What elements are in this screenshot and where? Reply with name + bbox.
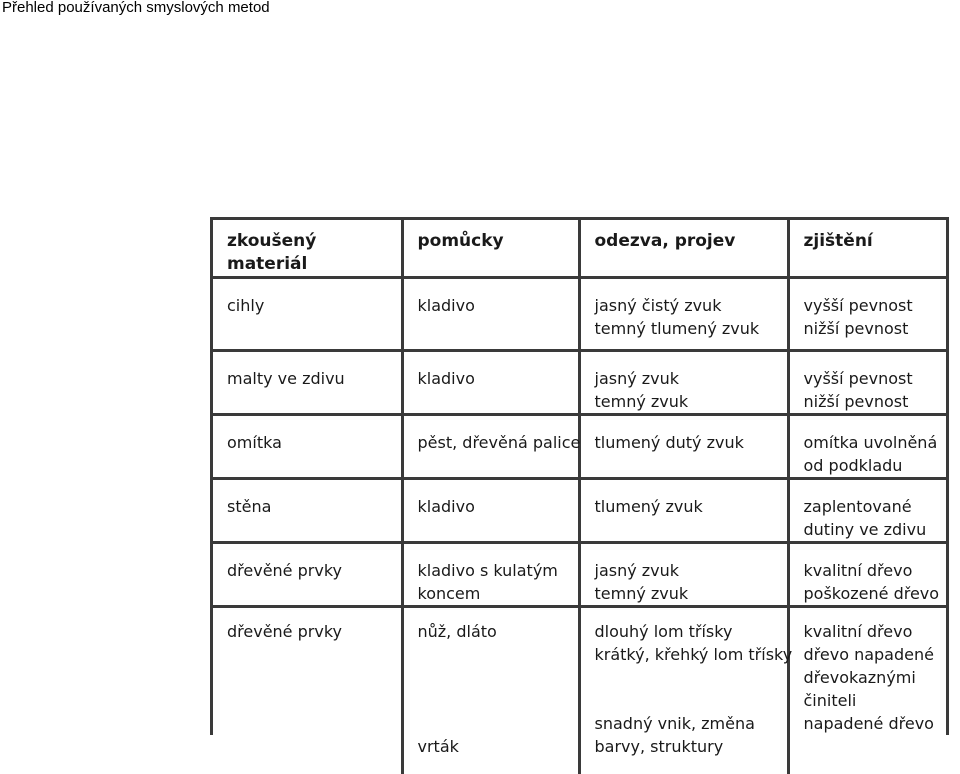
cell-response: jasný čistý zvuk temný tlumený zvuk: [579, 278, 788, 351]
methods-table: [210, 217, 949, 735]
cell-material: malty ve zdivu: [213, 351, 402, 415]
cell-tools: kladivo: [402, 479, 579, 543]
cell-finding: kvalitní dřevo poškozené dřevo: [788, 543, 946, 607]
table-row: [213, 479, 946, 543]
table-header-row: [213, 220, 946, 278]
cell-material: dřevěné prvky: [213, 607, 402, 774]
slide-title: Přehled používaných smyslových metod: [2, 0, 270, 16]
header-finding: zjištění: [788, 220, 946, 278]
cell-tools: pěst, dřevěná palice: [402, 415, 579, 479]
cell-material: omítka: [213, 415, 402, 479]
header-tools: pomůcky: [402, 220, 579, 278]
cell-response: tlumený zvuk: [579, 479, 788, 543]
cell-material: stěna: [213, 479, 402, 543]
header-response: odezva, projev: [579, 220, 788, 278]
table-row: [213, 415, 946, 479]
table-row: [213, 278, 946, 351]
cell-finding: zaplentované dutiny ve zdivu: [788, 479, 946, 543]
table-row: [213, 607, 946, 774]
table-row: [213, 543, 946, 607]
cell-response: tlumený dutý zvuk: [579, 415, 788, 479]
cell-tools: nůž, dláto vrták: [402, 607, 579, 774]
cell-response: jasný zvuk temný zvuk: [579, 351, 788, 415]
cell-tools: kladivo: [402, 278, 579, 351]
cell-finding: vyšší pevnost nižší pevnost: [788, 278, 946, 351]
header-material: zkoušený materiál: [213, 220, 402, 278]
table-row: [213, 351, 946, 415]
cell-finding: omítka uvolněná od podkladu: [788, 415, 946, 479]
cell-material: cihly: [213, 278, 402, 351]
cell-finding: kvalitní dřevo dřevo napadené dřevokaznými činiteli napadené dřevo: [788, 607, 946, 774]
cell-response: dlouhý lom třísky krátký, křehký lom třísky snadný vnik, změna barvy, struktury: [579, 607, 788, 774]
cell-response: jasný zvuk temný zvuk: [579, 543, 788, 607]
cell-material: dřevěné prvky: [213, 543, 402, 607]
cell-tools: kladivo: [402, 351, 579, 415]
cell-finding: vyšší pevnost nižší pevnost: [788, 351, 946, 415]
cell-tools: kladivo s kulatým koncem: [402, 543, 579, 607]
